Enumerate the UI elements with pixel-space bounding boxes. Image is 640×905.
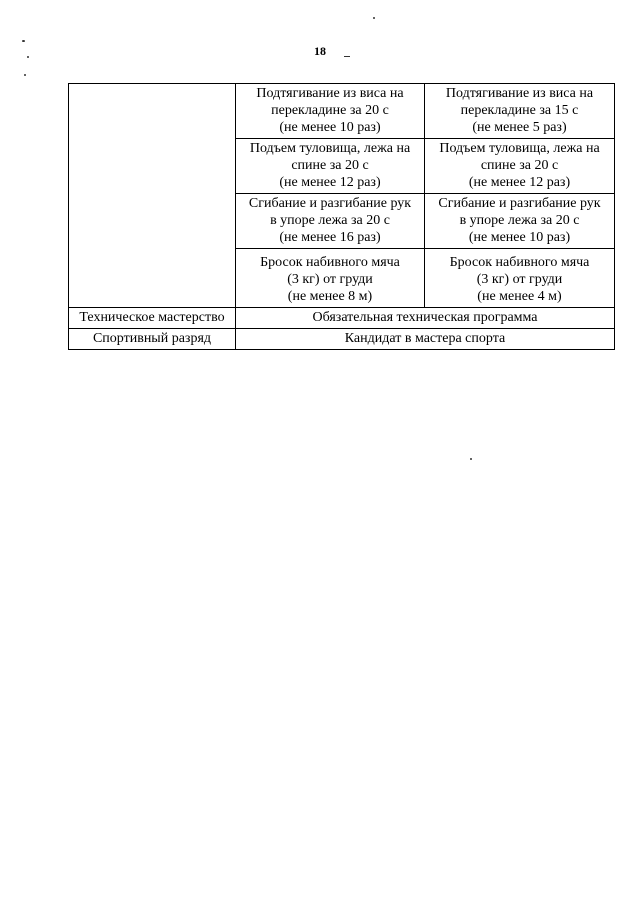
norm-line: перекладине за 20 с xyxy=(271,103,389,118)
norm-line: (не менее 16 раз) xyxy=(279,230,381,245)
norm-line: Бросок набивного мяча xyxy=(449,255,590,270)
technical-mastery-label: Техническое мастерство xyxy=(69,308,236,329)
scan-speck xyxy=(470,458,472,460)
norm-cell xyxy=(236,139,425,194)
norm-line: в упоре лежа за 20 с xyxy=(459,213,580,228)
page-number: 18 xyxy=(314,44,326,58)
norm-line: (3 кг) от груди xyxy=(287,272,373,287)
norm-line: (3 кг) от груди xyxy=(476,272,563,287)
norm-line: (не менее 12 раз) xyxy=(468,175,571,190)
norm-line: спине за 20 с xyxy=(291,158,369,173)
technical-mastery-value: Обязательная техническая программа xyxy=(236,308,615,329)
norm-line: Подъем туловища, лежа на xyxy=(439,141,600,156)
norm-line: Сгибание и разгибание рук xyxy=(438,196,601,211)
norm-line: (не менее 4 м) xyxy=(477,289,562,304)
norm-cell xyxy=(236,84,425,139)
norm-line: (не менее 8 м) xyxy=(287,289,373,304)
scan-speck xyxy=(24,74,26,76)
norm-cell xyxy=(425,139,615,194)
norm-cell xyxy=(425,84,615,139)
technical-mastery-row xyxy=(69,308,615,329)
norm-cell xyxy=(425,249,615,308)
norm-line: (не менее 5 раз) xyxy=(472,120,567,135)
norm-line: спине за 20 с xyxy=(480,158,559,173)
norm-line: Бросок набивного мяча xyxy=(260,255,400,270)
norm-line: перекладине за 15 с xyxy=(460,103,579,118)
norm-cell xyxy=(425,194,615,249)
norm-line: (не менее 10 раз) xyxy=(468,230,571,245)
scan-speck xyxy=(22,40,25,42)
norm-line: Подтягивание из виса на xyxy=(445,86,594,101)
norm-line: Сгибание и разгибание рук xyxy=(248,196,412,211)
norm-line: (не менее 12 раз) xyxy=(279,175,381,190)
norm-line: (не менее 10 раз) xyxy=(279,120,381,135)
table-row xyxy=(69,84,615,139)
norm-cell xyxy=(236,194,425,249)
sport-rank-label: Спортивный разряд xyxy=(69,329,236,350)
category-cell xyxy=(69,84,236,308)
norms-table xyxy=(68,83,615,350)
norm-line: Подъем туловища, лежа на xyxy=(249,141,411,156)
scan-speck xyxy=(27,56,29,58)
sport-rank-row xyxy=(69,329,615,350)
norm-cell xyxy=(236,249,425,308)
scan-speck xyxy=(373,17,375,19)
scan-speck xyxy=(344,56,350,57)
sport-rank-value: Кандидат в мастера спорта xyxy=(236,329,615,350)
norm-line: в упоре лежа за 20 с xyxy=(270,213,390,228)
norm-line: Подтягивание из виса на xyxy=(256,86,404,101)
